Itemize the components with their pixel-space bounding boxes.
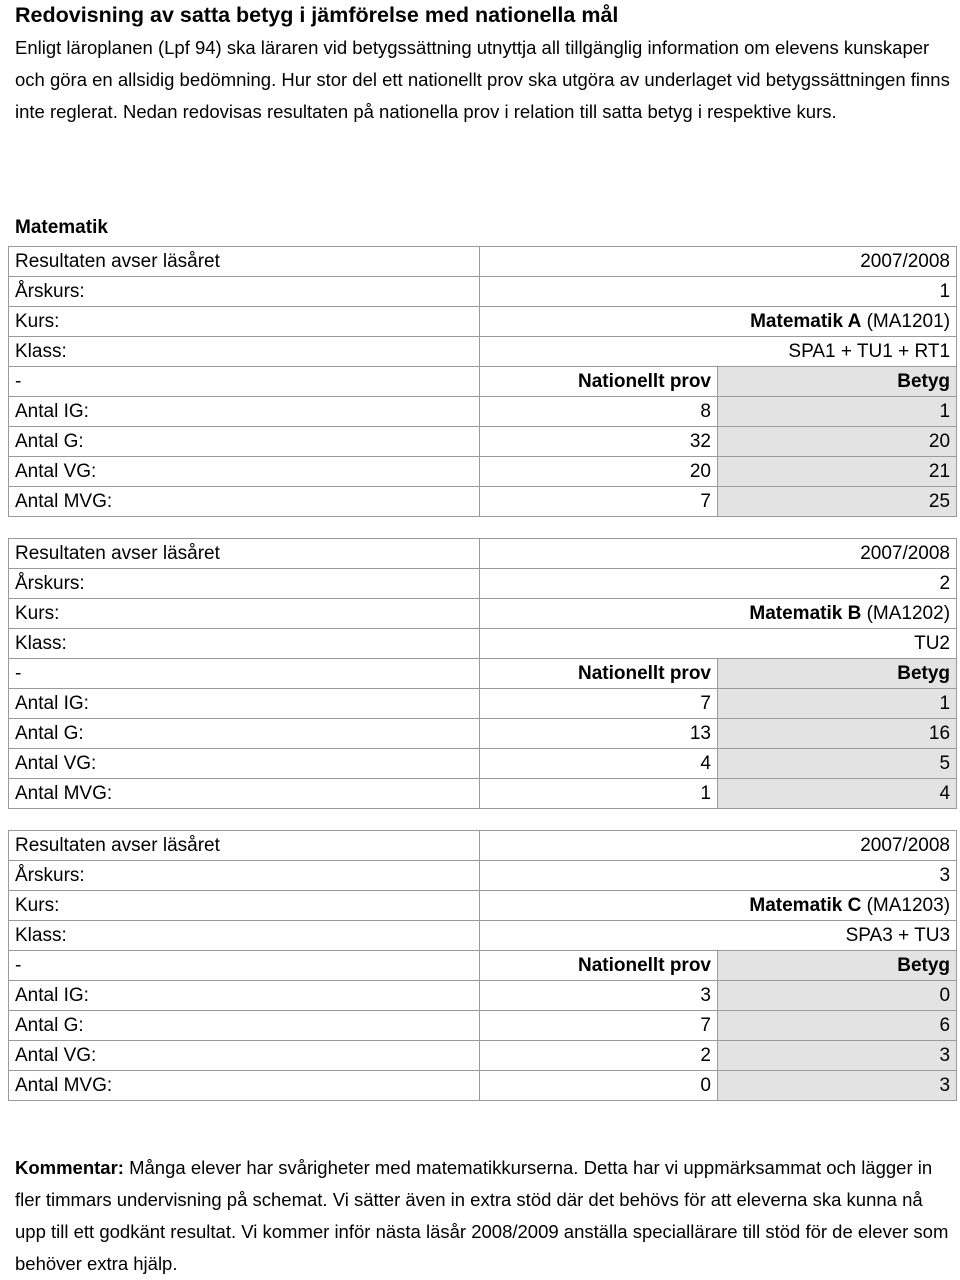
table-row-course [9,599,957,629]
course-value [480,891,957,921]
ig-betyg-value: 1 [718,689,957,719]
ig-np-value: 8 [480,397,718,427]
header-dash: - [9,367,480,397]
table-row-grade [9,569,957,599]
course-code: (MA1201) [866,311,951,332]
grade-value: 1 [480,277,957,307]
mvg-np-value: 0 [480,1071,718,1101]
table-header-row [9,951,957,981]
class-label: Klass: [9,921,480,951]
table-row-grade [9,861,957,891]
class-value: SPA3 + TU3 [480,921,957,951]
grade-value: 2 [480,569,957,599]
page-title: Redovisning av satta betyg i jämförelse med nationella mål [15,3,619,27]
mvg-np-value: 1 [480,779,718,809]
g-np-value: 13 [480,719,718,749]
comment-paragraph [15,1152,950,1280]
vg-np-value: 2 [480,1041,718,1071]
course-name: Matematik C [749,895,862,916]
mvg-betyg-value: 4 [718,779,957,809]
grade-label: Årskurs: [9,569,480,599]
year-label: Resultaten avser läsåret [9,831,480,861]
course-name: Matematik A [750,311,862,332]
header-nationellt-prov: Nationellt prov [480,659,718,689]
course-code: (MA1203) [866,895,951,916]
table-row-mvg [9,487,957,517]
table-row-course [9,891,957,921]
class-label: Klass: [9,629,480,659]
table-row-ig [9,689,957,719]
vg-label: Antal VG: [9,457,480,487]
table-row-year [9,247,957,277]
ig-np-value: 3 [480,981,718,1011]
table-row-g [9,719,957,749]
course-value [480,307,957,337]
results-table-ma-b [8,538,957,809]
course-code: (MA1202) [866,603,951,624]
results-table-ma-c [8,830,957,1101]
grade-label: Årskurs: [9,861,480,891]
intro-paragraph: Enligt läroplanen (Lpf 94) ska läraren vid betygssättning utnyttja all tillgänglig information om elevens kunskaper och göra en allsidig bedömning. Hur stor del ett nationellt prov ska utgöra av underlaget vid betygssättningen finns inte reglerat. Nedan redovisas resultaten på nationella prov i relation till satta betyg i respektive kurs. [15,37,950,122]
vg-betyg-value: 3 [718,1041,957,1071]
header-dash: - [9,951,480,981]
grade-value: 3 [480,861,957,891]
vg-label: Antal VG: [9,1041,480,1071]
table-row-class [9,337,957,367]
class-label: Klass: [9,337,480,367]
table-row-vg [9,749,957,779]
table-row-course [9,307,957,337]
table-row-mvg [9,1071,957,1101]
table-row-year [9,539,957,569]
mvg-betyg-value: 25 [718,487,957,517]
ig-betyg-value: 1 [718,397,957,427]
header-betyg: Betyg [718,951,957,981]
header-betyg: Betyg [718,367,957,397]
comment-label: Kommentar: [15,1157,124,1178]
class-value: TU2 [480,629,957,659]
table-row-class [9,629,957,659]
header-dash: - [9,659,480,689]
class-value: SPA1 + TU1 + RT1 [480,337,957,367]
vg-np-value: 4 [480,749,718,779]
course-label: Kurs: [9,307,480,337]
g-betyg-value: 6 [718,1011,957,1041]
table-row-ig [9,981,957,1011]
g-label: Antal G: [9,427,480,457]
table-header-row [9,659,957,689]
ig-np-value: 7 [480,689,718,719]
g-label: Antal G: [9,719,480,749]
table-row-vg [9,457,957,487]
table-row-ig [9,397,957,427]
year-label: Resultaten avser läsåret [9,247,480,277]
mvg-label: Antal MVG: [9,779,480,809]
year-label: Resultaten avser läsåret [9,539,480,569]
header-nationellt-prov: Nationellt prov [480,951,718,981]
table-row-mvg [9,779,957,809]
ig-label: Antal IG: [9,689,480,719]
year-value: 2007/2008 [480,247,957,277]
mvg-label: Antal MVG: [9,1071,480,1101]
course-label: Kurs: [9,891,480,921]
year-value: 2007/2008 [480,831,957,861]
table-row-grade [9,277,957,307]
year-value: 2007/2008 [480,539,957,569]
vg-label: Antal VG: [9,749,480,779]
table-row-year [9,831,957,861]
vg-np-value: 20 [480,457,718,487]
g-label: Antal G: [9,1011,480,1041]
header-nationellt-prov: Nationellt prov [480,367,718,397]
ig-label: Antal IG: [9,397,480,427]
ig-betyg-value: 0 [718,981,957,1011]
course-label: Kurs: [9,599,480,629]
mvg-betyg-value: 3 [718,1071,957,1101]
g-betyg-value: 20 [718,427,957,457]
course-value [480,599,957,629]
ig-label: Antal IG: [9,981,480,1011]
grade-label: Årskurs: [9,277,480,307]
g-np-value: 32 [480,427,718,457]
header-betyg: Betyg [718,659,957,689]
comment-text: Många elever har svårigheter med matematikkurserna. Detta har vi uppmärksammat och lägger in fler timmars undervisning på schemat. Vi sätter även in extra stöd där det behövs för att eleverna ska kunna nå upp till ett godkänt resultat. Vi kommer inför nästa läsår 2008/2009 anställa speciallärare till stöd för de elever som behöver extra hjälp. [15,1157,949,1274]
g-betyg-value: 16 [718,719,957,749]
mvg-np-value: 7 [480,487,718,517]
mvg-label: Antal MVG: [9,487,480,517]
vg-betyg-value: 5 [718,749,957,779]
table-row-g [9,427,957,457]
table-row-class [9,921,957,951]
subject-heading: Matematik [15,217,108,238]
table-header-row [9,367,957,397]
course-name: Matematik B [749,603,862,624]
g-np-value: 7 [480,1011,718,1041]
table-row-g [9,1011,957,1041]
table-row-vg [9,1041,957,1071]
vg-betyg-value: 21 [718,457,957,487]
results-table-ma-a [8,246,957,517]
